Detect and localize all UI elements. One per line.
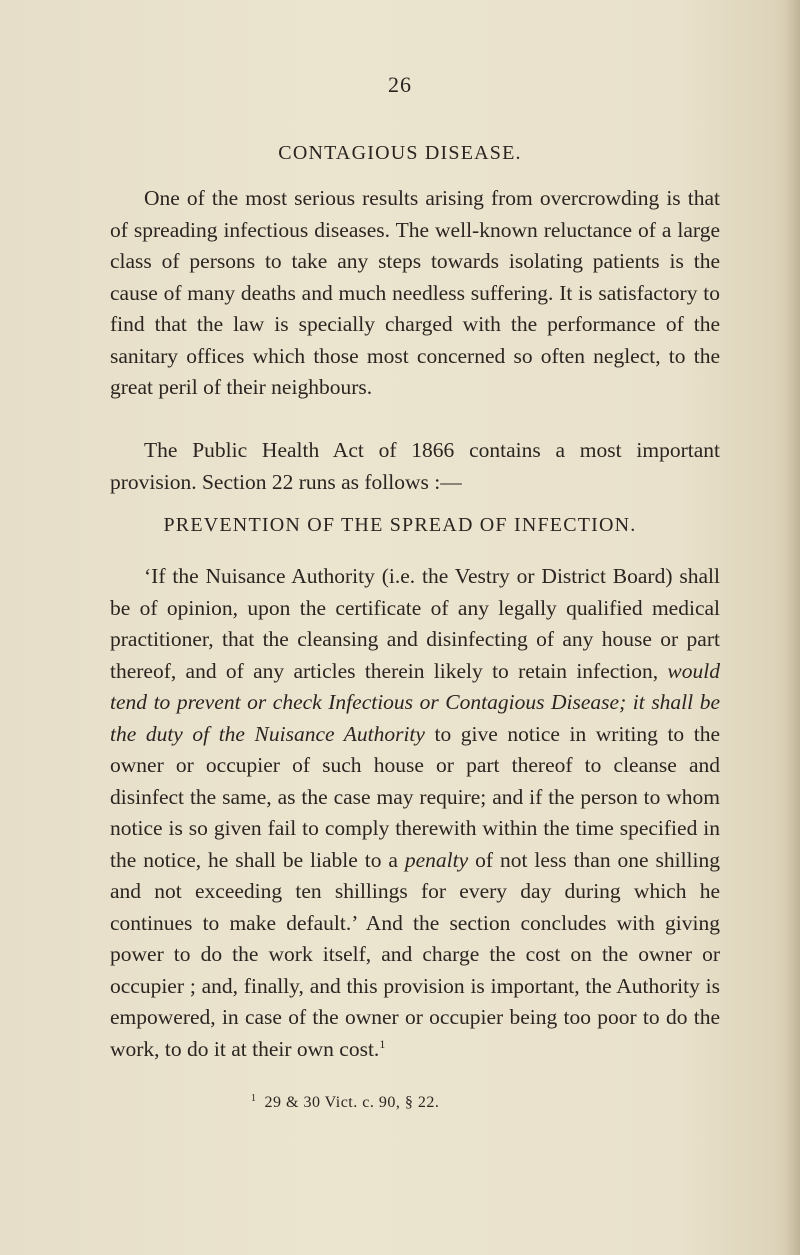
paragraph-public-health-act: The Public Health Act of 1866 contains a most important provision. Section 22 runs as follows :—: [110, 438, 720, 494]
page-edge-shadow: [786, 0, 800, 1255]
quote-italic-penalty: penalty: [404, 847, 469, 872]
chapter-heading: CONTAGIOUS DISEASE.: [278, 142, 522, 164]
paragraph-section-22-quote: [110, 561, 720, 1065]
quote-italic-duty: would tend to prevent or check Infectious or Contagious Disease; it shall be the duty of the Nuisance Authority: [110, 658, 720, 746]
footnote-reference: 1: [379, 1036, 386, 1051]
quote-text-part-2: to give notice in writing to the owner or occupier of such house or part thereof to cleanse and disinfect the same, as the case may require; and if the person to whom notice is so given fail to comply therewith within the time specified in the notice, he shall be liable to a: [110, 721, 720, 872]
footnote-text: 29 & 30 Vict. c. 90, § 22.: [264, 1094, 440, 1111]
footnote-marker: 1: [251, 1092, 257, 1104]
quote-text-part-3: of not less than one shilling and not exceeding ten shillings for every day during which he continues to make default.’ And the section concludes with giving power to do the work itself, and charge the cost on the owner or occupier ; and, finally, and this provision is important, the Authority is empowered, in case of the owner or occupier being too poor to do the work, to do it at their own cost.: [110, 847, 721, 1061]
footnote: [251, 1094, 439, 1112]
paragraph-overcrowding: One of the most serious results arising from overcrowding is that of spreading infectious diseases. The well-known reluctance of a large class of persons to take any steps towards isolating patients is the cause of many deaths and much needless suffering. It is satisfactory to find that the law is specially charged with the performance of the sanitary offices which those most concerned so often neglect, to the great peril of their neighbours.: [110, 186, 720, 399]
quote-text-part-1: ‘If the Nuisance Authority (i.e. the Vestry or District Board) shall be of opinion, upon the certificate of any legally qualified medical practitioner, that the cleansing and disinfecting of any house or part thereof, and of any articles therein likely to retain infection,: [110, 564, 720, 683]
page-number: 26: [388, 72, 412, 97]
section-heading: PREVENTION OF THE SPREAD OF INFECTION.: [163, 514, 637, 536]
